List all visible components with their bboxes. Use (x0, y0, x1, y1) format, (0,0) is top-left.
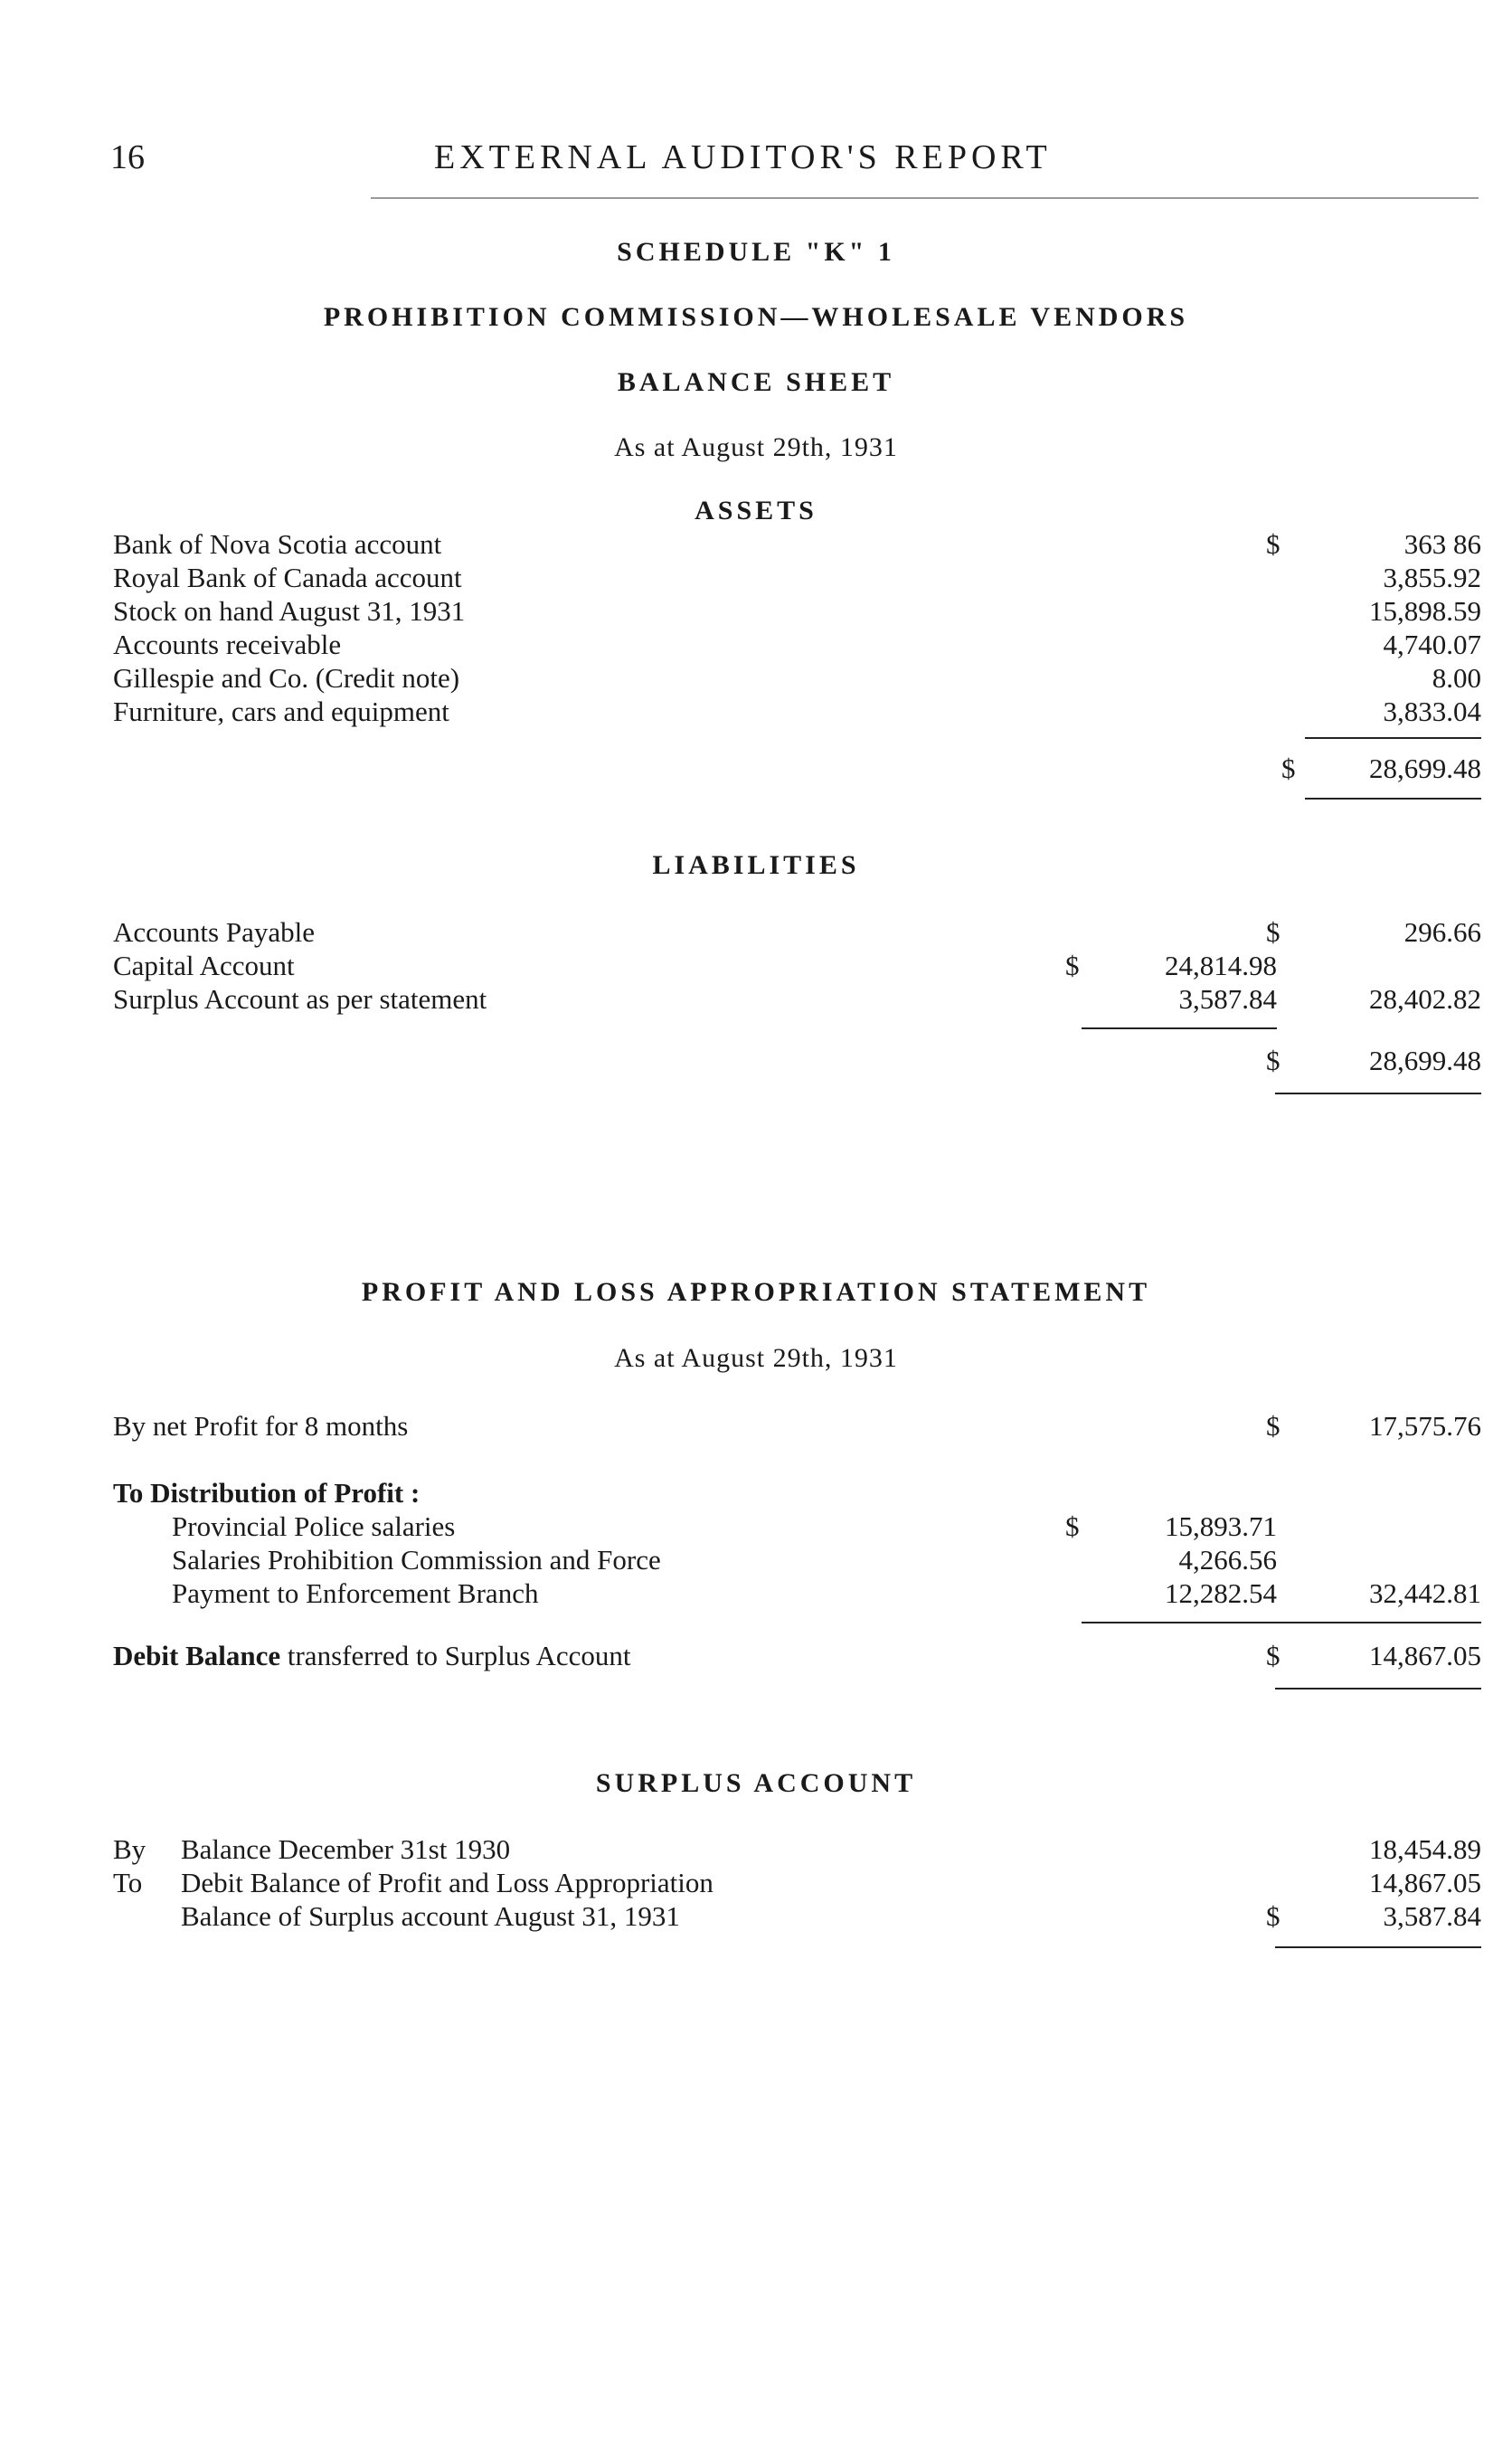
liability-amount: 28,402.82 (1369, 983, 1481, 1015)
assets-heading: ASSETS (695, 496, 817, 525)
distribution-total: 32,442.81 (1369, 1577, 1481, 1609)
currency-symbol: $ (1281, 752, 1296, 784)
pl-title: PROFIT AND LOSS APPROPRIATION STATEMENT (361, 1277, 1151, 1307)
total-rule (1275, 1946, 1481, 1948)
surplus-title: SURPLUS ACCOUNT (595, 1768, 917, 1798)
subtotal-rule (1082, 1027, 1277, 1029)
asset-label: Accounts receivable (113, 629, 342, 660)
total-rule (1305, 798, 1481, 800)
liability-label: Accounts Payable (113, 916, 315, 948)
surplus-prefix: By (113, 1833, 146, 1865)
schedule-title: SCHEDULE "K" 1 (617, 237, 895, 267)
distribution-label: Payment to Enforcement Branch (172, 1577, 539, 1609)
liability-amount: 296.66 (1403, 916, 1481, 948)
assets-total: 28,699.48 (1369, 752, 1481, 784)
asset-amount: 363 86 (1403, 528, 1481, 560)
asset-label: Royal Bank of Canada account (113, 562, 462, 593)
asset-amount: 15,898.59 (1369, 595, 1481, 627)
liability-label: Surplus Account as per statement (113, 983, 487, 1015)
pl-date: As at August 29th, 1931 (614, 1343, 898, 1373)
liability-label: Capital Account (113, 950, 295, 981)
asset-amount: 3,855.92 (1383, 562, 1481, 593)
asset-amount: 8.00 (1432, 662, 1481, 694)
debit-balance-amount: 14,867.05 (1369, 1640, 1481, 1671)
surplus-amount: 18,454.89 (1369, 1833, 1481, 1865)
currency-symbol: $ (1065, 1510, 1080, 1542)
currency-symbol: $ (1266, 1900, 1280, 1932)
liability-sub-amount: 24,814.98 (1165, 950, 1277, 981)
net-profit-amount: 17,575.76 (1369, 1410, 1481, 1442)
total-rule (1275, 1688, 1481, 1690)
currency-symbol: $ (1266, 1045, 1280, 1076)
asset-label: Bank of Nova Scotia account (113, 528, 442, 560)
surplus-amount: 3,587.84 (1383, 1900, 1481, 1932)
debit-balance-label: Debit Balance (113, 1640, 281, 1671)
header-rule (371, 197, 1479, 199)
currency-symbol: $ (1065, 950, 1080, 981)
liabilities-heading: LIABILITIES (652, 850, 860, 880)
subtotal-rule (1275, 1622, 1481, 1623)
currency-symbol: $ (1266, 1640, 1280, 1671)
total-rule (1305, 737, 1481, 739)
asset-label: Stock on hand August 31, 1931 (113, 595, 466, 627)
debit-balance-line (113, 1640, 631, 1672)
page-number: 16 (110, 138, 145, 176)
asset-label: Furniture, cars and equipment (113, 696, 449, 727)
distribution-label: Salaries Prohibition Commission and Force (172, 1544, 661, 1576)
balance-sheet-date: As at August 29th, 1931 (614, 432, 898, 462)
surplus-prefix: To (113, 1867, 143, 1898)
distribution-amount: 12,282.54 (1165, 1577, 1277, 1609)
total-rule (1275, 1093, 1481, 1094)
asset-amount: 4,740.07 (1383, 629, 1481, 660)
surplus-amount: 14,867.05 (1369, 1867, 1481, 1898)
surplus-label: Balance December 31st 1930 (181, 1833, 511, 1865)
surplus-label: Balance of Surplus account August 31, 1931 (181, 1900, 680, 1932)
debit-balance-rest: transferred to Surplus Account (287, 1640, 631, 1671)
surplus-label: Debit Balance of Profit and Loss Appropriation (181, 1867, 713, 1898)
distribution-amount: 15,893.71 (1165, 1510, 1277, 1542)
currency-symbol: $ (1266, 1410, 1280, 1442)
currency-symbol: $ (1266, 528, 1280, 560)
running-title: EXTERNAL AUDITOR'S REPORT (434, 138, 1052, 176)
distribution-amount: 4,266.56 (1178, 1544, 1277, 1576)
distribution-label: Provincial Police salaries (172, 1510, 456, 1542)
currency-symbol: $ (1266, 916, 1280, 948)
balance-sheet-title: BALANCE SHEET (617, 367, 895, 397)
subtotal-rule (1082, 1622, 1277, 1623)
asset-label: Gillespie and Co. (Credit note) (113, 662, 460, 694)
liability-sub-amount: 3,587.84 (1178, 983, 1277, 1015)
organization-title: PROHIBITION COMMISSION—WHOLESALE VENDORS (323, 302, 1189, 332)
distribution-heading: To Distribution of Profit : (113, 1477, 421, 1509)
asset-amount: 3,833.04 (1383, 696, 1481, 727)
liabilities-total: 28,699.48 (1369, 1045, 1481, 1076)
net-profit-label: By net Profit for 8 months (113, 1410, 409, 1442)
